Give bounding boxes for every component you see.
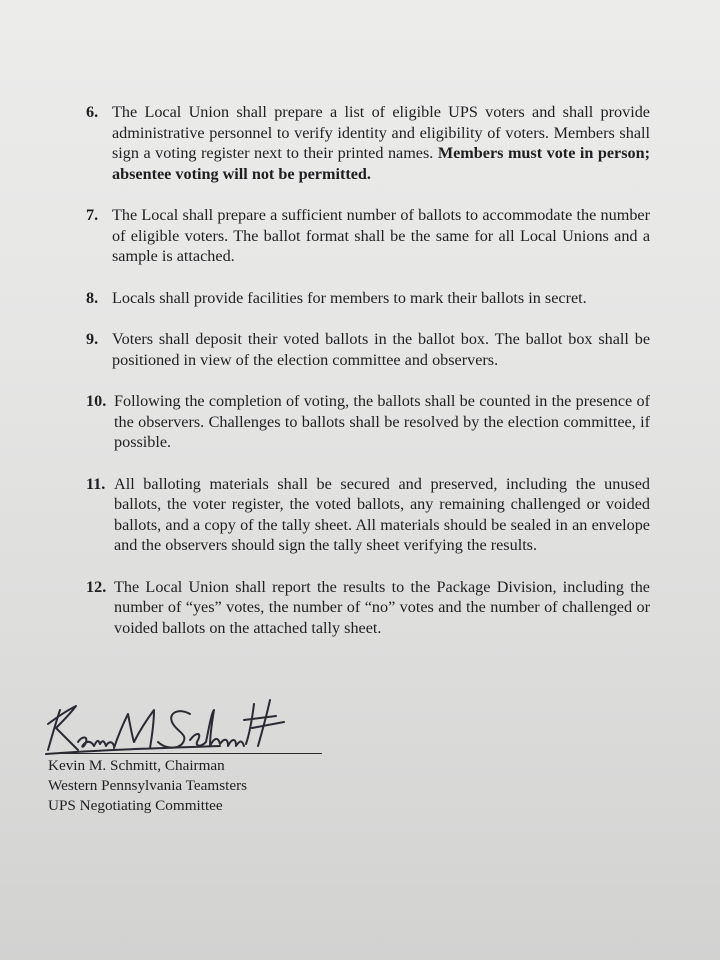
item-number: 6. <box>86 103 99 121</box>
item-number: 8. <box>86 288 99 307</box>
item-text: Voters shall deposit their voted ballots in the ballot box. The ballot box shall be positioned in view of the election committee and observers. <box>112 330 650 369</box>
handwritten-signature <box>40 692 330 758</box>
item-text: All balloting materials shall be secured and preserved, including the unused ballots, the voter register, the voted ballots, any remaining challenged or voided ballots, and a copy of the tally sheet. All materials should be sealed in an envelope and the observers should sign the tally sheet verifying the results. <box>114 474 650 554</box>
list-item-10 <box>86 391 650 453</box>
item-number: 10. <box>86 392 107 410</box>
list-item-11 <box>86 474 650 556</box>
signatory-info <box>48 756 247 816</box>
signatory-organization: Western Pennsylvania Teamsters <box>48 777 248 794</box>
signatory-name-title: Kevin M. Schmitt, Chairman <box>48 757 225 774</box>
item-text: The Local Union shall report the results to the Package Division, including the number of “yes” votes, the number of “no” votes and the number of challenged or voided ballots on the attached tally sheet. <box>114 577 650 637</box>
signature-text: Kevin M Schmitt <box>40 692 47 693</box>
numbered-list <box>86 102 650 659</box>
item-number: 12. <box>86 577 107 596</box>
list-item-12 <box>86 577 650 639</box>
item-number: 7. <box>86 206 99 224</box>
item-text <box>112 102 650 184</box>
item-text: Following the completion of voting, the ballots shall be counted in the presence of the observers. Challenges to ballots shall be resolved by the election committee, if possible. <box>114 392 650 451</box>
item-number: 11. <box>86 474 106 493</box>
list-item-7 <box>86 205 650 267</box>
item-body: The Local Union shall prepare a list of eligible UPS voters and shall provide administrative personnel to verify identity and eligibility of voters. Members shall sign a voting register next to their printed names. <box>112 103 650 162</box>
list-item-9 <box>86 329 650 370</box>
item-text: The Local shall prepare a sufficient number of ballots to accommodate the number of eligible voters. The ballot format shall be the same for all Local Unions and a sample is attached. <box>112 206 650 265</box>
item-number: 9. <box>86 330 99 348</box>
list-item-8 <box>86 288 650 309</box>
signatory-committee: UPS Negotiating Committee <box>48 797 223 814</box>
item-text: Locals shall provide facilities for members to mark their ballots in secret. <box>112 288 587 307</box>
list-item-6 <box>86 102 650 184</box>
item-bold-text: Members must vote in person; absentee voting will not be permitted. <box>112 144 651 183</box>
signature-line <box>50 753 322 754</box>
